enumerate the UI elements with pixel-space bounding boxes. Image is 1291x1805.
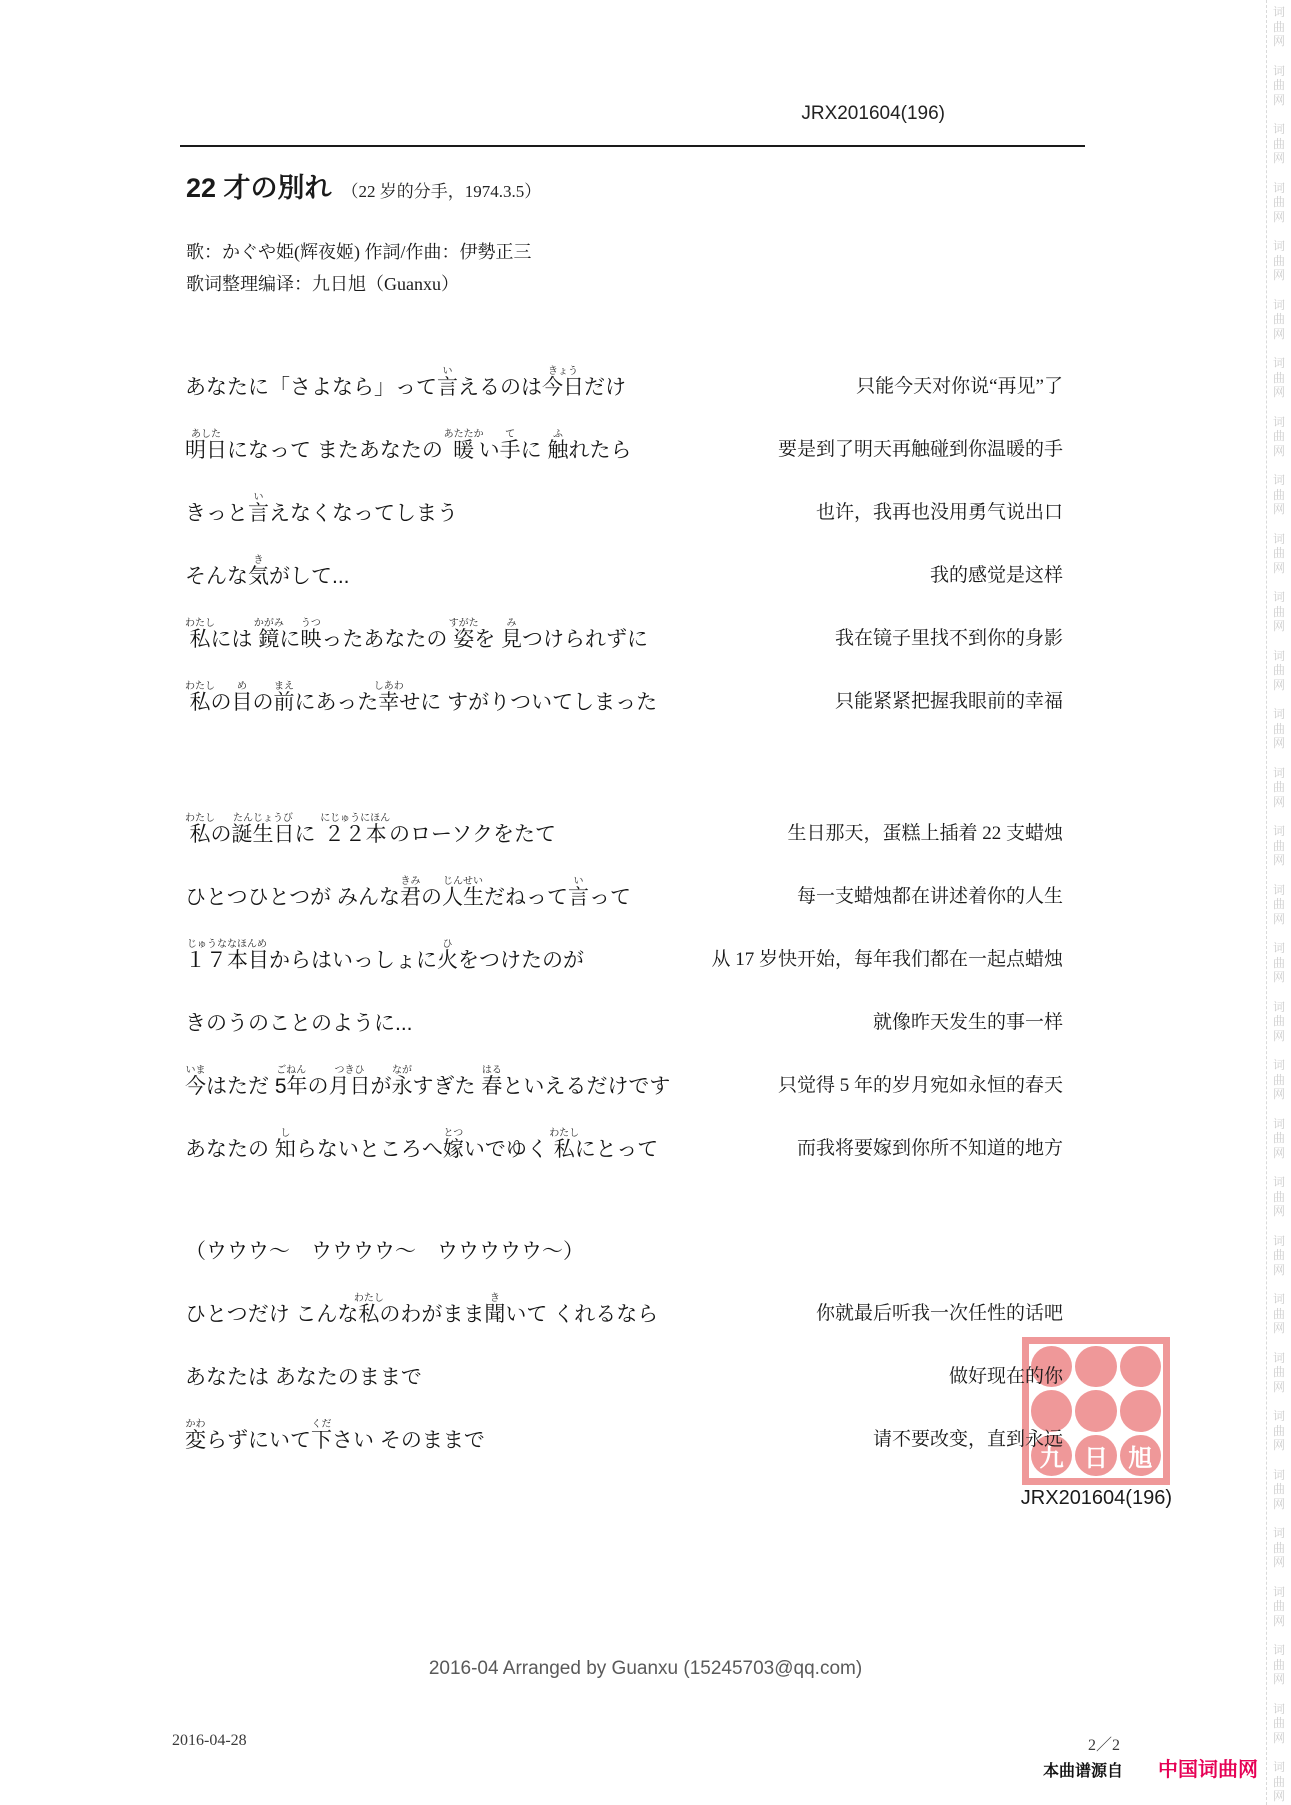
watermark-char: 网 [1272,1321,1285,1335]
source-site-name: 中国词曲网 [1158,1759,1258,1781]
watermark-char: 网 [1272,853,1285,867]
watermark-char: 曲 [1272,1657,1285,1672]
plain-segment: の [307,1074,329,1098]
watermark-char: 曲 [1272,1774,1285,1789]
arranged-by-line: 2016-04 Arranged by Guanxu (15245703@qq.com) [428,1658,863,1679]
credit-translator: 歌词整理编译：九日旭（Guanxu） [186,274,459,294]
ruby-segment: 聞き [484,1292,506,1326]
ruby-segment: 手て [499,428,521,462]
ruby-segment: 言い [248,491,269,525]
verse-gap [185,1165,1063,1204]
plain-segment: になって またあなたの [227,438,449,462]
lyric-translation: 请不要改变，直到永远 [872,1429,1063,1450]
watermark-char: 词 [1272,356,1285,370]
watermark-group [1273,1175,1285,1219]
lyric-row [185,850,1063,913]
watermark-char: 网 [1272,1087,1285,1101]
plain-segment: あなたの [185,1137,275,1161]
header-rule [180,145,1085,147]
lyric-translation: 只能今天对你说“再见”了 [856,376,1063,397]
plain-segment: に [294,822,322,846]
watermark-char: 曲 [1272,1482,1285,1496]
lyric-japanese [185,429,632,466]
lyric-row [185,1204,1063,1267]
source-line [1043,1753,1258,1782]
watermark-char: 网 [1272,34,1285,48]
ruby-segment: 5年ごねん [274,1064,308,1098]
watermark-char: 网 [1272,1496,1285,1511]
ruby-segment: 君きみ [400,875,421,909]
ruby-segment: 春はる [481,1064,503,1098]
watermark-char: 曲 [1272,370,1285,385]
plain-segment: を [474,627,502,651]
watermark-char: 曲 [1272,253,1285,268]
plain-segment: えるのは [458,375,542,399]
lyric-japanese [185,1128,658,1165]
lyric-japanese [185,555,350,592]
watermark-char: 网 [1272,1789,1285,1803]
watermark-char: 词 [1272,1584,1285,1599]
watermark-group [1273,122,1285,166]
lyric-row [185,1267,1063,1330]
watermark-char: 词 [1272,765,1285,780]
lyric-row [185,1039,1063,1102]
footer-page-number: 2／2 [1088,1737,1121,1754]
watermark-char: 网 [1272,326,1285,341]
plain-segment: がして... [269,564,350,588]
ruby-segment: 明日あした [185,428,227,462]
watermark-char: 词 [1272,239,1285,253]
plain-segment: すぎた [412,1074,482,1098]
watermark-char: 曲 [1272,1599,1285,1613]
plain-segment: きのうのことのように... [185,1011,413,1035]
watermark-group [1273,1585,1285,1629]
watermark-char: 词 [1272,1175,1285,1189]
lyric-row [185,976,1063,1039]
watermark-group [1273,766,1285,810]
plain-segment: い [478,438,500,462]
watermark-char: 曲 [1272,838,1285,853]
watermark-char: 词 [1272,824,1285,838]
plain-segment: あなたは あなたのままで [185,1365,422,1389]
watermark-group [1273,298,1285,342]
plain-segment: が [370,1074,392,1098]
watermark-char: 网 [1272,1262,1285,1277]
watermark-group [1273,649,1285,693]
ruby-segment: 映うつ [300,617,322,651]
plain-segment: つけられずに [522,627,649,651]
plain-segment: いでゆく [463,1137,554,1161]
lyric-japanese [185,1293,658,1330]
watermark-char: 曲 [1272,1131,1285,1145]
watermark-char: 曲 [1272,1716,1285,1730]
watermark-char: 网 [1272,268,1285,282]
watermark-char: 网 [1272,970,1285,984]
logo-caption: JRX201604(196) [1020,1487,1172,1509]
verse [185,340,1063,718]
plain-segment: さい そのままで [332,1428,485,1452]
watermark-char: 词 [1272,1350,1285,1365]
plain-segment: あなたに「さよなら」って [185,375,437,399]
watermark-char: 网 [1272,560,1285,575]
watermark-char: 网 [1272,1028,1285,1043]
ruby-segment: 私わたし [549,1127,580,1161]
plain-segment: きっと [185,501,248,525]
watermark-char: 曲 [1272,663,1285,677]
watermark-char: 曲 [1272,955,1285,970]
plain-segment: （ウウウ～ ウウウウ～ ウウウウウ～） [185,1239,584,1263]
ruby-segment: 知し [274,1127,296,1161]
watermark-char: 词 [1272,1467,1285,1482]
plain-segment: だねって [484,885,568,909]
lyric-translation: 也许，我再也没用勇气说出口 [815,502,1063,523]
watermark-group [1273,239,1285,283]
source-prefix: 本曲谱源自 [1042,1763,1123,1780]
watermark-char: 词 [1272,707,1285,721]
logo-circle: 日 [1075,1435,1116,1476]
watermark-char: 词 [1272,414,1285,429]
ruby-segment: 見み [501,617,523,651]
ruby-segment: 下くだ [311,1418,332,1452]
watermark-char: 网 [1272,502,1285,516]
lyric-row [185,1330,1063,1393]
watermark-char: 词 [1272,122,1285,136]
plain-segment: の [421,885,442,909]
watermark-group [1273,824,1285,868]
watermark-char: 网 [1272,1438,1285,1452]
song-title: 22 才の別れ [186,173,332,203]
ruby-segment: 永なが [391,1064,413,1098]
logo-circle [1120,1346,1161,1387]
lyric-row [185,787,1063,850]
ruby-segment: 目め [231,680,253,714]
header-code: JRX201604(196) [801,103,945,124]
logo-circle [1075,1390,1116,1431]
lyric-translation: 做好现在的你 [948,1366,1063,1387]
watermark-char: 词 [1272,1116,1285,1131]
watermark-char: 曲 [1272,546,1285,560]
plain-segment: そんな [185,564,248,588]
plain-segment: にあった [294,690,379,714]
ruby-segment: 今日きょう [542,365,584,399]
ruby-segment: 触ふ [547,428,569,462]
song-title-note: （22 岁的分手，1974.3.5） [341,182,542,201]
lyric-row [185,403,1063,466]
plain-segment: はただ [206,1074,275,1098]
verse [185,787,1063,1165]
watermark-char: 词 [1272,180,1285,195]
lyric-row [185,1393,1063,1456]
watermark-char: 词 [1272,1701,1285,1716]
ruby-segment: 火ひ [437,938,458,972]
watermark-char: 网 [1272,1730,1285,1745]
watermark-group [1273,1409,1285,1453]
lyric-translation: 只觉得 5 年的岁月宛如永恒的春天 [777,1075,1063,1096]
lyric-japanese [185,681,657,718]
watermark-char: 曲 [1272,195,1285,209]
lyric-japanese [185,813,556,850]
lyric-japanese [185,1419,485,1456]
ruby-segment: 嫁とつ [442,1127,464,1161]
watermark-char: 词 [1272,590,1285,604]
logo-circle [1120,1390,1161,1431]
ruby-segment: 今いま [185,1064,206,1098]
lyric-japanese [185,939,584,976]
watermark-group [1273,590,1285,634]
plain-segment: らないところへ [295,1137,443,1161]
watermark-char: 词 [1272,1233,1285,1248]
ruby-segment: 私わたし [185,680,215,714]
watermark-char: 曲 [1272,1540,1285,1555]
ruby-segment: 私わたし [185,617,215,651]
lyric-japanese [185,1065,670,1102]
plain-segment: って [589,885,631,909]
watermark-group [1273,181,1285,225]
lyric-row [185,1102,1063,1165]
footer-date: 2016-04-28 [172,1732,247,1749]
plain-segment: のわがまま [379,1302,485,1326]
ruby-segment: 暖あたたか [443,428,484,462]
watermark-char: 词 [1272,531,1285,546]
lyric-translation: 每一支蜡烛都在讲述着你的人生 [796,886,1063,907]
plain-segment: にとって [574,1137,659,1161]
plain-segment: えなくなってしまう [269,501,458,525]
verse [185,1204,1063,1456]
plain-segment: らずにいて [206,1428,311,1452]
lyric-row [185,529,1063,592]
watermark-group [1273,707,1285,751]
watermark-char: 网 [1272,794,1285,809]
watermark-char: 网 [1272,1145,1285,1160]
watermark-group [1273,5,1285,49]
plain-segment: ったあなたの [321,627,454,651]
lyric-translation: 只能紧紧把握我眼前的幸福 [834,691,1063,712]
verse-gap [185,718,1063,787]
lyric-row [185,655,1063,718]
watermark-group [1273,1117,1285,1161]
watermark-char: 词 [1272,297,1285,312]
watermark-group [1273,1292,1285,1336]
lyric-japanese [185,618,648,655]
ruby-segment: ２２本にじゅうにほん [320,812,391,846]
watermark-char: 网 [1272,1672,1285,1686]
plain-segment: ひとつだけ こんな [185,1302,359,1326]
watermark-char: 词 [1272,1526,1285,1540]
lyric-translation: 生日那天，蛋糕上插着 22 支蜡烛 [787,823,1063,844]
watermark-char: 曲 [1272,1189,1285,1204]
watermark-group [1273,941,1285,985]
ruby-segment: 気き [248,554,269,588]
watermark-char: 曲 [1272,1423,1285,1438]
lyric-translation: 要是到了明天再触碰到你温暖的手 [777,439,1063,460]
watermark-char: 网 [1272,1379,1285,1394]
lyric-japanese [185,1013,413,1039]
watermark-char: 词 [1272,999,1285,1014]
watermark-char: 网 [1272,619,1285,633]
lyric-translation: 我在镜子里找不到你的身影 [834,628,1063,649]
watermark-char: 曲 [1272,487,1285,502]
watermark-group [1273,1526,1285,1570]
lyric-japanese [185,1241,584,1267]
watermark-char: 网 [1272,443,1285,458]
watermark-group [1273,415,1285,459]
watermark-char: 曲 [1272,721,1285,736]
watermark-char: 曲 [1272,1306,1285,1321]
lyric-translation: 从 17 岁快开始，每年我们都在一起点蜡烛 [711,949,1063,970]
ruby-segment: 私わたし [185,812,215,846]
title-row [186,166,541,205]
watermark-char: 网 [1272,385,1285,399]
lyric-japanese [185,366,626,403]
plain-segment: の [210,822,232,846]
logo-circle [1075,1346,1116,1387]
watermark-char: 词 [1272,1643,1285,1657]
watermark-char: 网 [1272,736,1285,750]
logo-circle: 旭 [1120,1435,1161,1476]
ruby-segment: 言い [437,365,458,399]
plain-segment: だけ [584,375,626,399]
watermark-char: 曲 [1272,604,1285,619]
watermark-char: 网 [1272,209,1285,224]
lyrics [185,340,1063,1456]
watermark-char: 词 [1272,1292,1285,1306]
ruby-segment: 変かわ [185,1418,206,1452]
lyric-translation: 就像昨天发生的事一样 [872,1012,1063,1033]
ruby-segment: 鏡かがみ [253,617,284,651]
lyric-translation: 而我将要嫁到你所不知道的地方 [796,1138,1063,1159]
watermark-group [1273,532,1285,576]
ruby-segment: 姿すがた [448,617,479,651]
credit-singer-composer: 歌：かぐや姫(辉夜姬) 作詞/作曲：伊勢正三 [186,242,532,262]
lyric-row [185,340,1063,403]
lyric-row [185,913,1063,976]
ruby-segment: 誕生日たんじょうび [231,812,295,846]
plain-segment: に [279,627,301,651]
plain-segment: いて くれるなら [505,1302,659,1326]
ruby-segment: １７本目じゅうななほんめ [185,938,269,972]
watermark-char: 网 [1272,92,1285,107]
watermark-char: 词 [1272,882,1285,897]
watermark-char: 网 [1272,911,1285,926]
lyric-row [185,592,1063,655]
ruby-segment: 私わたし [353,1292,384,1326]
watermark-char: 网 [1272,151,1285,165]
plain-segment: をつけたのが [458,948,584,972]
watermark-group [1273,64,1285,108]
watermark-group [1273,1234,1285,1278]
plain-segment: には [210,627,259,651]
watermark-group [1273,356,1285,400]
plain-segment: からはいっしょに [269,948,437,972]
watermark-group [1273,1351,1285,1395]
watermark-group [1273,1702,1285,1746]
watermark-char: 词 [1272,1760,1285,1774]
watermark-char: 词 [1272,941,1285,955]
watermark-char: 词 [1272,1409,1285,1423]
watermark-char: 曲 [1272,1072,1285,1087]
lyric-japanese [185,876,631,913]
watermark-char: 网 [1272,1613,1285,1628]
plain-segment: の [210,690,232,714]
watermark-char: 词 [1272,5,1285,19]
ruby-segment: 月日つきひ [328,1064,371,1098]
watermark-char: 网 [1272,1204,1285,1218]
watermark-char: 曲 [1272,136,1285,151]
plain-segment: に [520,438,548,462]
watermark-char: 曲 [1272,1014,1285,1028]
lyric-translation: 你就最后听我一次任性的话吧 [815,1303,1063,1324]
watermark-char: 网 [1272,1555,1285,1569]
plain-segment: の [252,690,274,714]
watermark-char: 网 [1272,677,1285,692]
watermark-group [1273,1000,1285,1044]
plain-segment: れたら [568,438,632,462]
watermark-group [1273,473,1285,517]
watermark-char: 曲 [1272,780,1285,794]
lyric-japanese [185,492,458,529]
ruby-segment: 人生じんせい [442,875,484,909]
watermark-char: 曲 [1272,1248,1285,1262]
plain-segment: のローソクをたて [389,822,556,846]
ruby-segment: 前まえ [273,680,295,714]
watermark-char: 曲 [1272,312,1285,326]
watermark-char: 曲 [1272,429,1285,443]
lyric-translation: 我的感觉是这样 [929,565,1063,586]
ruby-segment: 言い [568,875,589,909]
logo-circle: 九 [1031,1435,1072,1476]
watermark-char: 曲 [1272,78,1285,92]
watermark-group [1273,883,1285,927]
watermark-column [1266,0,1291,1805]
watermark-group [1273,1760,1285,1804]
watermark-char: 词 [1272,63,1285,78]
lyric-japanese [185,1367,422,1393]
plain-segment: せに すがりついてしまった [399,690,658,714]
plain-segment: といえるだけです [502,1074,671,1098]
watermark-char: 词 [1272,1058,1285,1072]
watermark-char: 曲 [1272,897,1285,911]
watermark-char: 曲 [1272,1365,1285,1379]
watermark-char: 词 [1272,473,1285,487]
plain-segment: ひとつひとつが みんな [185,885,400,909]
watermark-group [1273,1468,1285,1512]
lyric-row [185,466,1063,529]
ruby-segment: 幸しあわ [373,680,404,714]
watermark-group [1273,1058,1285,1102]
watermark-char: 曲 [1272,19,1285,34]
watermark-char: 词 [1272,648,1285,663]
